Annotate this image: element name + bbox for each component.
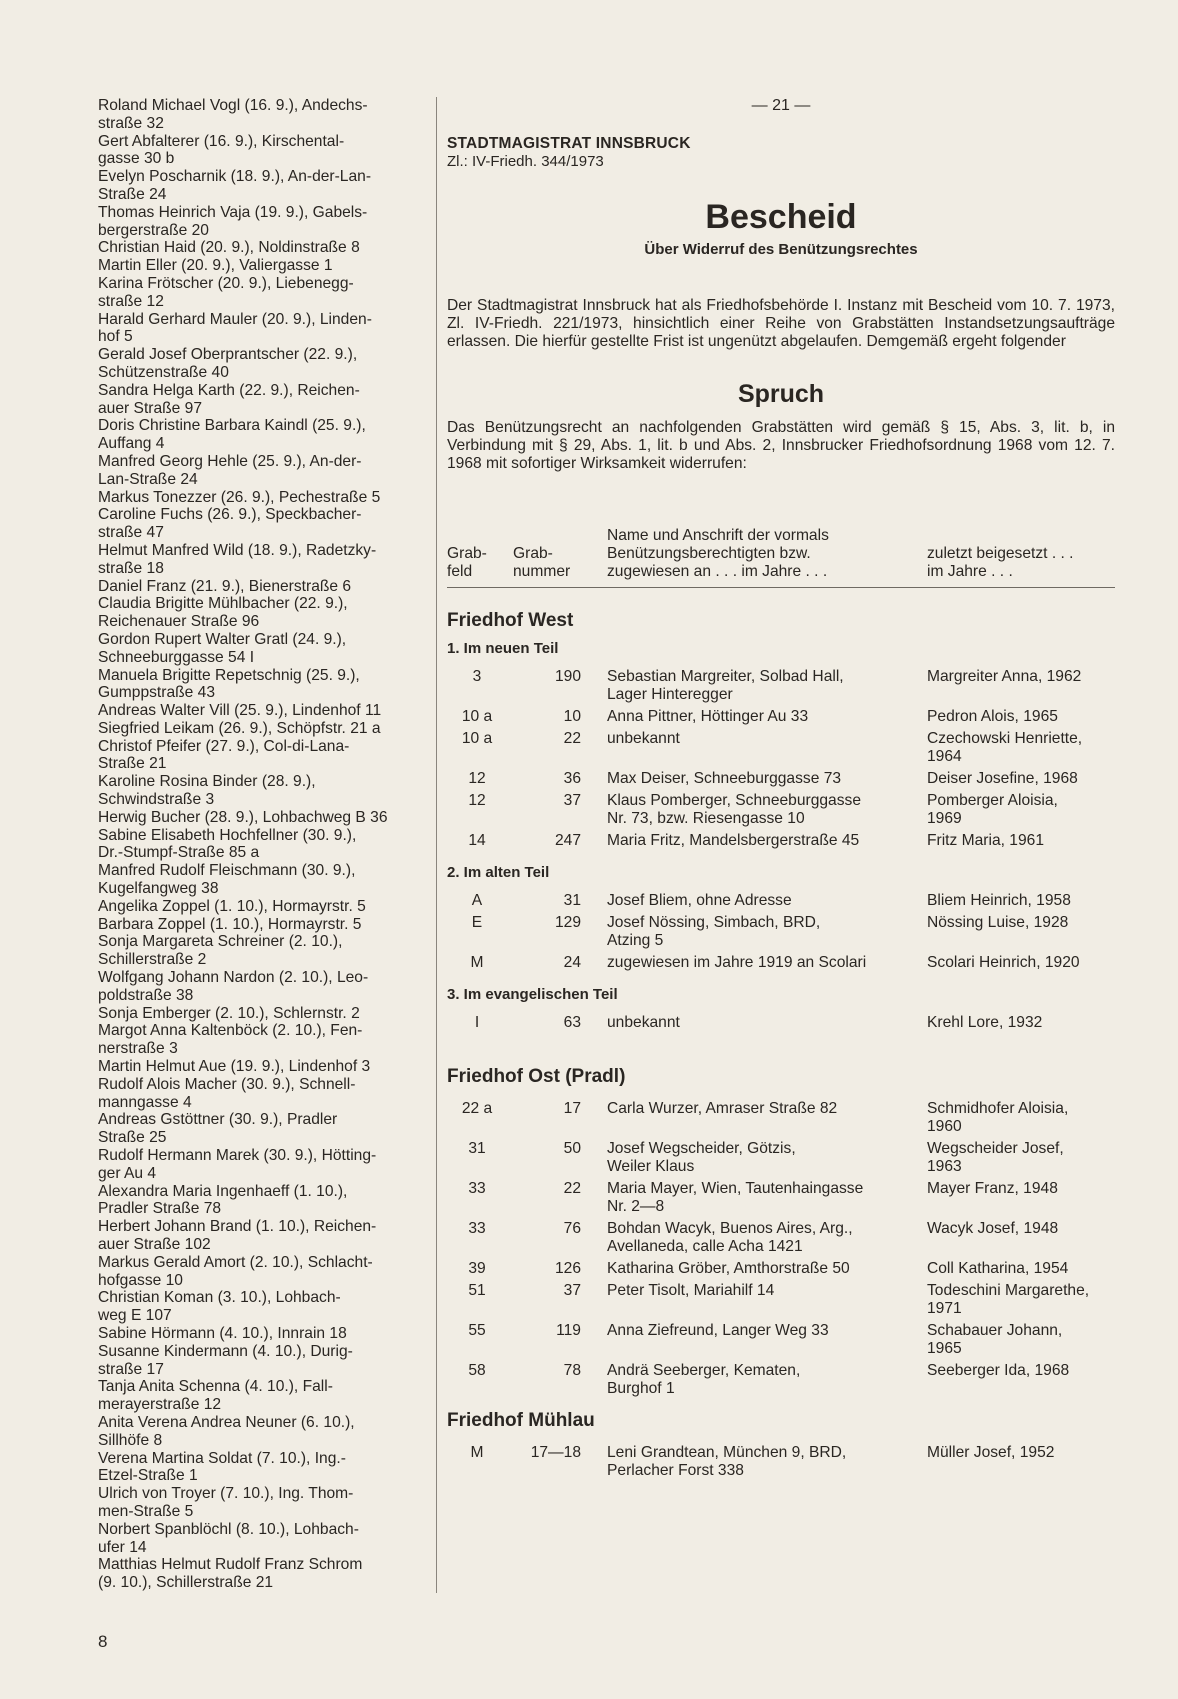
birth-entry: Helmut Manfred Wild (18. 9.), Radetzky- straße 18 bbox=[98, 541, 377, 577]
grave-field-cell: E bbox=[471, 914, 483, 931]
header-holder-name: Name und Anschrift der vormals Benützungsberechtigten bzw. zugewiesen an . . . im Jahre . . . bbox=[607, 527, 829, 580]
last-buried-cell: Wegscheider Josef, 1963 bbox=[927, 1140, 1064, 1175]
birth-entry: Anita Verena Andrea Neuner (6. 10.), Sillhöfe 8 bbox=[98, 1413, 355, 1449]
last-buried-cell: Fritz Maria, 1961 bbox=[927, 832, 1044, 849]
section-title-old-part: 2. Im alten Teil bbox=[447, 864, 550, 881]
holder-name-cell: Maria Mayer, Wien, Tautenhaingasse Nr. 2—8 bbox=[607, 1180, 864, 1215]
birth-entry: Manfred Georg Hehle (25. 9.), An-der- Lan-Straße 24 bbox=[98, 452, 362, 488]
ruling-title: Spruch bbox=[737, 380, 825, 408]
grave-table-muehlau bbox=[447, 1444, 1115, 1480]
grave-table-west-old bbox=[447, 892, 1115, 972]
last-buried-cell: Todeschini Margarethe, 1971 bbox=[927, 1282, 1090, 1317]
last-buried-cell: Krehl Lore, 1932 bbox=[927, 1014, 1043, 1031]
birth-entry: Norbert Spanblöchl (8. 10.), Lohbach- ufer 14 bbox=[98, 1520, 359, 1556]
holder-name-cell: Max Deiser, Schneeburggasse 73 bbox=[607, 770, 842, 787]
table-row bbox=[447, 1282, 1115, 1318]
header-grave-number: Grab- nummer bbox=[513, 545, 571, 580]
grave-number-cell: 37 bbox=[563, 1282, 581, 1299]
last-buried-cell: Mayer Franz, 1948 bbox=[927, 1180, 1058, 1197]
header-grave-field: Grab- feld bbox=[447, 545, 487, 580]
birth-entry: Manuela Brigitte Repetschnig (25. 9.), Gumppstraße 43 bbox=[98, 666, 360, 702]
grave-field-cell: I bbox=[474, 1014, 480, 1031]
last-buried-cell: Deiser Josefine, 1968 bbox=[927, 770, 1078, 787]
issuing-authority: STADTMAGISTRAT INNSBRUCK bbox=[447, 135, 691, 152]
holder-name-cell: Leni Grandtean, München 9, BRD, Perlacher Forst 338 bbox=[607, 1444, 847, 1479]
holder-name-cell: zugewiesen im Jahre 1919 an Scolari bbox=[607, 954, 867, 971]
holder-name-cell: unbekannt bbox=[607, 1014, 680, 1031]
grave-number-cell: 10 bbox=[563, 708, 581, 725]
last-buried-cell: Pedron Alois, 1965 bbox=[927, 708, 1058, 725]
birth-entry: Tanja Anita Schenna (4. 10.), Fall- merayerstraße 12 bbox=[98, 1378, 333, 1414]
birth-entry: Andreas Walter Vill (25. 9.), Lindenhof 11 bbox=[98, 702, 382, 720]
grave-field-cell: 22 a bbox=[461, 1100, 493, 1117]
birth-entry: Caroline Fuchs (26. 9.), Speckbacher- straße 47 bbox=[98, 506, 362, 542]
holder-name-cell: Andrä Seeberger, Kematen, Burghof 1 bbox=[607, 1362, 801, 1397]
page-number-left: 8 bbox=[98, 1632, 108, 1651]
grave-number-cell: 247 bbox=[554, 832, 581, 849]
cemetery-title-east: Friedhof Ost (Pradl) bbox=[447, 1066, 626, 1087]
birth-entry: Rudolf Alois Macher (30. 9.), Schnell- manngasse 4 bbox=[98, 1075, 356, 1111]
table-row bbox=[447, 954, 1115, 972]
birth-entry: Gerald Josef Oberprantscher (22. 9.), Schützenstraße 40 bbox=[98, 346, 358, 381]
holder-name-cell: unbekannt bbox=[607, 730, 680, 747]
last-buried-cell: Schabauer Johann, 1965 bbox=[927, 1322, 1063, 1357]
birth-entry: Sabine Elisabeth Hochfellner (30. 9.), Dr.-Stumpf-Straße 85 a bbox=[98, 826, 357, 862]
birth-entry: Andreas Gstöttner (30. 9.), Pradler Straße 25 bbox=[98, 1111, 338, 1147]
birth-entry: Markus Gerald Amort (2. 10.), Schlacht- hofgasse 10 bbox=[98, 1253, 373, 1289]
birth-entry: Martin Helmut Aue (19. 9.), Lindenhof 3 bbox=[98, 1058, 371, 1076]
ruling-paragraph: Das Benützungsrecht an nachfolgenden Grabstätten wird gemäß § 15, Abs. 3, lit. b, in Verbindung mit § 29, Abs. 1, lit. b und Abs. 2, Innsbrucker Friedhofsordnung 1968 vom 12. 7. 1968 mit sofortiger Wirksamkeit widerrufen: bbox=[447, 419, 1115, 472]
cemetery-title-west: Friedhof West bbox=[447, 610, 574, 631]
birth-entry: Sonja Emberger (2. 10.), Schlernstr. 2 bbox=[98, 1004, 360, 1022]
table-row bbox=[447, 1100, 1115, 1136]
grave-number-cell: 22 bbox=[563, 1180, 581, 1197]
grave-field-cell: 39 bbox=[468, 1260, 486, 1277]
holder-name-cell: Josef Bliem, ohne Adresse bbox=[607, 892, 792, 909]
birth-entry: Margot Anna Kaltenböck (2. 10.), Fen- nerstraße 3 bbox=[98, 1022, 363, 1058]
notice-title: Bescheid bbox=[705, 198, 857, 236]
table-row bbox=[447, 892, 1115, 910]
grave-field-cell: 12 bbox=[468, 792, 486, 809]
holder-name-cell: Klaus Pomberger, Schneeburggasse Nr. 73, bzw. Riesengasse 10 bbox=[607, 792, 861, 827]
notice-column bbox=[447, 97, 1115, 1484]
grave-field-cell: 33 bbox=[468, 1180, 486, 1197]
birth-entry: Rudolf Hermann Marek (30. 9.), Hötting- ger Au 4 bbox=[98, 1147, 377, 1182]
grave-number-cell: 76 bbox=[563, 1220, 581, 1237]
table-row bbox=[447, 1322, 1115, 1358]
birth-entry: Doris Christine Barbara Kaindl (25. 9.), Auffang 4 bbox=[98, 417, 366, 453]
table-row bbox=[447, 832, 1115, 850]
birth-entry: Martin Eller (20. 9.), Valiergasse 1 bbox=[98, 257, 333, 275]
table-row bbox=[447, 708, 1115, 726]
grave-number-cell: 17 bbox=[563, 1100, 581, 1117]
last-buried-cell: Bliem Heinrich, 1958 bbox=[927, 892, 1071, 909]
birth-entry: Roland Michael Vogl (16. 9.), Andechs- straße 32 bbox=[98, 97, 368, 132]
holder-name-cell: Anna Pittner, Höttinger Au 33 bbox=[607, 708, 809, 725]
last-buried-cell: Pomberger Aloisia, 1969 bbox=[927, 792, 1058, 827]
grave-number-cell: 24 bbox=[563, 954, 581, 971]
grave-field-cell: 33 bbox=[468, 1220, 486, 1237]
birth-entry: Thomas Heinrich Vaja (19. 9.), Gabels- bergerstraße 20 bbox=[98, 203, 368, 239]
grave-number-cell: 17—18 bbox=[530, 1444, 581, 1461]
table-header bbox=[447, 525, 1115, 588]
reference-number: Zl.: IV-Friedh. 344/1973 bbox=[447, 153, 604, 170]
table-row bbox=[447, 730, 1115, 766]
holder-name-cell: Josef Nössing, Simbach, BRD, Atzing 5 bbox=[607, 914, 821, 949]
table-row bbox=[447, 914, 1115, 950]
holder-name-cell: Katharina Gröber, Amthorstraße 50 bbox=[607, 1260, 850, 1277]
birth-entry: Matthias Helmut Rudolf Franz Schrom (9. 10.), Schillerstraße 21 bbox=[98, 1556, 363, 1592]
birth-entry: Christof Pfeifer (27. 9.), Col-di-Lana- Straße 21 bbox=[98, 737, 350, 773]
holder-name-cell: Sebastian Margreiter, Solbad Hall, Lager Hinteregger bbox=[607, 668, 844, 703]
birth-entry: Markus Tonezzer (26. 9.), Pechestraße 5 bbox=[98, 488, 381, 506]
birth-entry: Christian Haid (20. 9.), Noldinstraße 8 bbox=[98, 239, 360, 257]
last-buried-cell: Coll Katharina, 1954 bbox=[927, 1260, 1069, 1277]
grave-number-cell: 22 bbox=[563, 730, 581, 747]
grave-number-cell: 63 bbox=[563, 1014, 581, 1031]
birth-entry: Barbara Zoppel (1. 10.), Hormayrstr. 5 bbox=[98, 915, 362, 933]
birth-entry: Herbert Johann Brand (1. 10.), Reichen- auer Straße 102 bbox=[98, 1218, 377, 1253]
grave-number-cell: 126 bbox=[554, 1260, 581, 1277]
birth-entry: Sonja Margareta Schreiner (2. 10.), Schillerstraße 2 bbox=[98, 933, 343, 969]
birth-entry: Susanne Kindermann (4. 10.), Durig- straße 17 bbox=[98, 1342, 353, 1378]
cemetery-title-muehlau: Friedhof Mühlau bbox=[447, 1410, 595, 1431]
birth-entry: Herwig Bucher (28. 9.), Lohbachweg B 36 bbox=[98, 808, 388, 826]
birth-entry: Siegfried Leikam (26. 9.), Schöpfstr. 21 a bbox=[98, 719, 381, 737]
grave-number-cell: 129 bbox=[554, 914, 581, 931]
birth-entry: Gordon Rupert Walter Gratl (24. 9.), Schneeburggasse 54 I bbox=[98, 630, 347, 666]
last-buried-cell: Wacyk Josef, 1948 bbox=[927, 1220, 1059, 1237]
birth-entry: Sandra Helga Karth (22. 9.), Reichen- auer Straße 97 bbox=[98, 381, 360, 417]
holder-name-cell: Peter Tisolt, Mariahilf 14 bbox=[607, 1282, 775, 1299]
section-title-evangelical-part: 3. Im evangelischen Teil bbox=[447, 986, 618, 1003]
table-row bbox=[447, 1180, 1115, 1216]
grave-field-cell: 58 bbox=[468, 1362, 486, 1379]
grave-field-cell: 3 bbox=[472, 668, 482, 685]
last-buried-cell: Schmidhofer Aloisia, 1960 bbox=[927, 1100, 1069, 1135]
header-last-buried: zuletzt beigesetzt . . . im Jahre . . . bbox=[927, 545, 1074, 580]
table-row bbox=[447, 792, 1115, 828]
birth-entry: Ulrich von Troyer (7. 10.), Ing. Thom- men-Straße 5 bbox=[98, 1485, 354, 1520]
birth-entry: Manfred Rudolf Fleischmann (30. 9.), Kugelfangweg 38 bbox=[98, 862, 356, 898]
grave-number-cell: 119 bbox=[556, 1322, 581, 1339]
holder-name-cell: Carla Wurzer, Amraser Straße 82 bbox=[607, 1100, 838, 1117]
grave-field-cell: 51 bbox=[468, 1282, 486, 1299]
grave-number-cell: 37 bbox=[563, 792, 581, 809]
last-buried-cell: Müller Josef, 1952 bbox=[927, 1444, 1055, 1461]
birth-entry: Sabine Hörmann (4. 10.), Innrain 18 bbox=[98, 1324, 347, 1342]
birth-entry: Angelika Zoppel (1. 10.), Hormayrstr. 5 bbox=[98, 897, 366, 915]
last-buried-cell: Margreiter Anna, 1962 bbox=[927, 668, 1082, 685]
grave-number-cell: 36 bbox=[563, 770, 581, 787]
birth-entry: Karina Frötscher (20. 9.), Liebenegg- straße 12 bbox=[98, 274, 354, 310]
last-buried-cell: Czechowski Henriette, 1964 bbox=[927, 730, 1083, 765]
birth-entry: Gert Abfalterer (16. 9.), Kirschental- gasse 30 b bbox=[98, 132, 345, 168]
last-buried-cell: Scolari Heinrich, 1920 bbox=[927, 954, 1080, 971]
page-number-right: — 21 — bbox=[751, 97, 811, 114]
table-row bbox=[447, 1444, 1115, 1480]
last-buried-cell: Seeberger Ida, 1968 bbox=[927, 1362, 1070, 1379]
grave-field-cell: 10 a bbox=[461, 730, 493, 747]
grave-field-cell: 10 a bbox=[461, 708, 493, 725]
holder-name-cell: Anna Ziefreund, Langer Weg 33 bbox=[607, 1322, 829, 1339]
intro-paragraph: Der Stadtmagistrat Innsbruck hat als Friedhofsbehörde I. Instanz mit Bescheid vom 10. 7. 1973, Zl. IV-Friedh. 221/1973, hinsichtlich einer Reihe von Grabstätten Instandsetzungsaufträge erlassen. Die hierfür gestellte Frist ist ungenützt abgelaufen. Demgemäß ergeht folgender bbox=[447, 297, 1115, 350]
birth-register-list bbox=[98, 97, 408, 1592]
grave-table-west-evangelical bbox=[447, 1014, 1115, 1032]
birth-entry: Harald Gerhard Mauler (20. 9.), Linden- hof 5 bbox=[98, 310, 372, 346]
grave-number-cell: 31 bbox=[563, 892, 581, 909]
birth-entry: Claudia Brigitte Mühlbacher (22. 9.), Reichenauer Straße 96 bbox=[98, 595, 348, 631]
grave-field-cell: M bbox=[470, 1444, 484, 1461]
grave-field-cell: 55 bbox=[468, 1322, 486, 1339]
grave-field-cell: 12 bbox=[468, 770, 486, 787]
table-row bbox=[447, 1362, 1115, 1398]
birth-entry: Evelyn Poscharnik (18. 9.), An-der-Lan- Straße 24 bbox=[98, 168, 372, 203]
section-title-new-part: 1. Im neuen Teil bbox=[447, 640, 559, 657]
grave-number-cell: 190 bbox=[554, 668, 581, 685]
birth-entry: Alexandra Maria Ingenhaeff (1. 10.), Pradler Straße 78 bbox=[98, 1182, 348, 1218]
table-row bbox=[447, 1260, 1115, 1278]
column-divider bbox=[436, 97, 437, 1593]
table-row bbox=[447, 1140, 1115, 1176]
table-row bbox=[447, 668, 1115, 704]
birth-entry: Wolfgang Johann Nardon (2. 10.), Leo- poldstraße 38 bbox=[98, 969, 369, 1004]
notice-subtitle: Über Widerruf des Benützungsrechtes bbox=[644, 241, 918, 258]
grave-field-cell: 31 bbox=[468, 1140, 486, 1157]
grave-number-cell: 50 bbox=[563, 1140, 581, 1157]
table-row bbox=[447, 1220, 1115, 1256]
grave-number-cell: 78 bbox=[563, 1362, 581, 1379]
grave-field-cell: M bbox=[470, 954, 484, 971]
grave-field-cell: 14 bbox=[468, 832, 486, 849]
holder-name-cell: Josef Wegscheider, Götzis, Weiler Klaus bbox=[607, 1140, 796, 1175]
birth-entry: Daniel Franz (21. 9.), Bienerstraße 6 bbox=[98, 577, 352, 595]
grave-table-east bbox=[447, 1100, 1115, 1398]
holder-name-cell: Bohdan Wacyk, Buenos Aires, Arg., Avellaneda, calle Acha 1421 bbox=[607, 1220, 853, 1255]
birth-entry: Karoline Rosina Binder (28. 9.), Schwindstraße 3 bbox=[98, 773, 316, 809]
birth-entry: Christian Koman (3. 10.), Lohbach- weg E 107 bbox=[98, 1289, 341, 1325]
grave-field-cell: A bbox=[471, 892, 483, 909]
table-row bbox=[447, 770, 1115, 788]
birth-entry: Verena Martina Soldat (7. 10.), Ing.- Etzel-Straße 1 bbox=[98, 1449, 346, 1485]
holder-name-cell: Maria Fritz, Mandelsbergerstraße 45 bbox=[607, 832, 860, 849]
grave-table-west-new bbox=[447, 668, 1115, 850]
last-buried-cell: Nössing Luise, 1928 bbox=[927, 914, 1069, 931]
table-row bbox=[447, 1014, 1115, 1032]
